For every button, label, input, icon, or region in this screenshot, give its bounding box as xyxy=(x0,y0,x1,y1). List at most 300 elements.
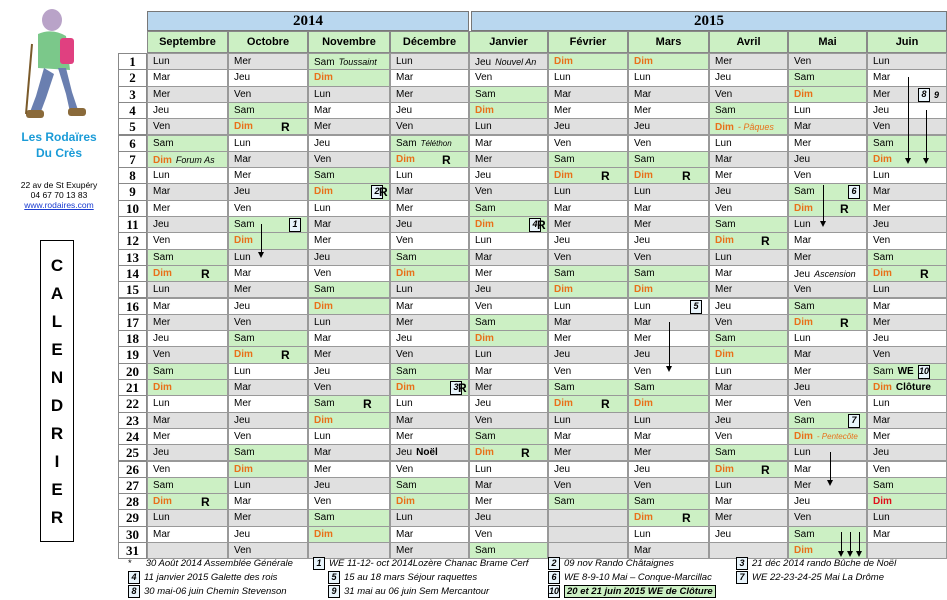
day-cell[interactable] xyxy=(867,330,947,347)
day-cell[interactable] xyxy=(709,102,788,119)
day-cell[interactable] xyxy=(147,509,228,526)
day-cell[interactable] xyxy=(709,232,788,249)
day-cell[interactable] xyxy=(709,509,788,526)
day-cell[interactable] xyxy=(390,298,469,315)
day-cell[interactable] xyxy=(228,118,308,135)
day-cell[interactable] xyxy=(469,232,548,249)
day-cell[interactable] xyxy=(628,395,709,412)
day-cell[interactable] xyxy=(308,151,390,168)
day-cell[interactable] xyxy=(709,281,788,298)
day-cell[interactable] xyxy=(308,298,390,315)
day-cell[interactable] xyxy=(628,428,709,445)
day-cell[interactable] xyxy=(147,330,228,347)
day-cell[interactable] xyxy=(548,363,628,380)
day-cell[interactable] xyxy=(548,249,628,266)
day-cell[interactable] xyxy=(147,265,228,282)
day-cell[interactable] xyxy=(228,395,308,412)
day-cell[interactable] xyxy=(867,363,947,380)
day-cell[interactable] xyxy=(228,249,308,266)
day-cell[interactable] xyxy=(390,118,469,135)
day-cell[interactable] xyxy=(308,330,390,347)
day-cell[interactable] xyxy=(867,249,947,266)
day-cell[interactable] xyxy=(228,428,308,445)
day-cell[interactable] xyxy=(709,346,788,363)
day-cell[interactable] xyxy=(788,428,867,445)
day-cell[interactable] xyxy=(628,461,709,478)
day-cell[interactable] xyxy=(228,232,308,249)
day-cell[interactable] xyxy=(147,118,228,135)
day-cell[interactable] xyxy=(228,183,308,200)
day-cell[interactable] xyxy=(548,200,628,217)
day-cell[interactable] xyxy=(788,200,867,217)
day-cell[interactable] xyxy=(709,461,788,478)
day-cell[interactable] xyxy=(390,265,469,282)
day-cell[interactable] xyxy=(228,363,308,380)
day-cell[interactable] xyxy=(308,363,390,380)
day-cell[interactable] xyxy=(788,444,867,461)
day-cell[interactable] xyxy=(709,118,788,135)
day-cell[interactable] xyxy=(308,232,390,249)
day-cell[interactable] xyxy=(628,118,709,135)
day-cell[interactable] xyxy=(469,526,548,543)
day-cell[interactable] xyxy=(548,135,628,152)
day-cell[interactable] xyxy=(147,526,228,543)
day-cell[interactable] xyxy=(390,183,469,200)
day-cell[interactable] xyxy=(788,330,867,347)
day-cell[interactable] xyxy=(628,69,709,86)
day-cell[interactable] xyxy=(390,69,469,86)
day-cell[interactable] xyxy=(788,53,867,70)
day-cell[interactable] xyxy=(390,151,469,168)
day-cell[interactable] xyxy=(308,265,390,282)
day-cell[interactable] xyxy=(788,167,867,184)
day-cell[interactable] xyxy=(390,314,469,331)
day-cell[interactable] xyxy=(548,232,628,249)
day-cell[interactable] xyxy=(709,444,788,461)
day-cell[interactable] xyxy=(469,346,548,363)
day-cell[interactable] xyxy=(228,461,308,478)
day-cell[interactable] xyxy=(390,395,469,412)
day-cell[interactable] xyxy=(147,346,228,363)
day-cell[interactable] xyxy=(390,249,469,266)
day-cell[interactable] xyxy=(788,493,867,510)
day-cell[interactable] xyxy=(469,395,548,412)
day-cell[interactable] xyxy=(308,444,390,461)
day-cell[interactable] xyxy=(469,298,548,315)
day-cell[interactable] xyxy=(308,102,390,119)
day-cell[interactable] xyxy=(228,53,308,70)
day-cell[interactable] xyxy=(709,167,788,184)
day-cell[interactable] xyxy=(147,69,228,86)
day-cell[interactable] xyxy=(709,265,788,282)
day-cell[interactable] xyxy=(548,379,628,396)
day-cell[interactable] xyxy=(469,86,548,103)
day-cell[interactable] xyxy=(788,346,867,363)
day-cell[interactable] xyxy=(867,379,947,396)
day-cell[interactable] xyxy=(308,69,390,86)
day-cell[interactable] xyxy=(548,461,628,478)
day-cell[interactable] xyxy=(788,363,867,380)
day-cell[interactable] xyxy=(147,461,228,478)
day-cell[interactable] xyxy=(788,395,867,412)
day-cell[interactable] xyxy=(469,509,548,526)
day-cell[interactable] xyxy=(628,200,709,217)
day-cell[interactable] xyxy=(548,118,628,135)
day-cell[interactable] xyxy=(548,330,628,347)
day-cell[interactable] xyxy=(628,183,709,200)
day-cell[interactable] xyxy=(628,135,709,152)
day-cell[interactable] xyxy=(548,412,628,429)
day-cell[interactable] xyxy=(308,526,390,543)
day-cell[interactable] xyxy=(469,412,548,429)
day-cell[interactable] xyxy=(867,69,947,86)
day-cell[interactable] xyxy=(628,477,709,494)
day-cell[interactable] xyxy=(390,200,469,217)
day-cell[interactable] xyxy=(147,477,228,494)
day-cell[interactable] xyxy=(308,281,390,298)
day-cell[interactable] xyxy=(788,183,867,200)
day-cell[interactable] xyxy=(228,69,308,86)
day-cell[interactable] xyxy=(867,53,947,70)
day-cell[interactable] xyxy=(709,86,788,103)
day-cell[interactable] xyxy=(788,281,867,298)
day-cell[interactable] xyxy=(147,86,228,103)
day-cell[interactable] xyxy=(308,135,390,152)
day-cell[interactable] xyxy=(709,477,788,494)
day-cell[interactable] xyxy=(228,444,308,461)
day-cell[interactable] xyxy=(308,86,390,103)
day-cell[interactable] xyxy=(469,167,548,184)
day-cell[interactable] xyxy=(709,379,788,396)
day-cell[interactable] xyxy=(228,330,308,347)
day-cell[interactable] xyxy=(469,444,548,461)
day-cell[interactable] xyxy=(308,183,390,200)
day-cell[interactable] xyxy=(228,135,308,152)
day-cell[interactable] xyxy=(228,379,308,396)
day-cell[interactable] xyxy=(390,412,469,429)
day-cell[interactable] xyxy=(469,330,548,347)
day-cell[interactable] xyxy=(228,298,308,315)
day-cell[interactable] xyxy=(390,363,469,380)
day-cell[interactable] xyxy=(867,493,947,510)
day-cell[interactable] xyxy=(228,167,308,184)
day-cell[interactable] xyxy=(228,509,308,526)
day-cell[interactable] xyxy=(390,232,469,249)
day-cell[interactable] xyxy=(867,461,947,478)
day-cell[interactable] xyxy=(628,281,709,298)
day-cell[interactable] xyxy=(147,216,228,233)
day-cell[interactable] xyxy=(628,151,709,168)
day-cell[interactable] xyxy=(228,265,308,282)
day-cell[interactable] xyxy=(308,249,390,266)
day-cell[interactable] xyxy=(628,265,709,282)
day-cell[interactable] xyxy=(628,509,709,526)
day-cell[interactable] xyxy=(147,298,228,315)
day-cell[interactable] xyxy=(788,135,867,152)
weekday-label: Sam xyxy=(396,251,417,263)
day-cell[interactable] xyxy=(469,53,548,70)
day-cell[interactable] xyxy=(548,216,628,233)
day-cell[interactable] xyxy=(709,151,788,168)
day-cell[interactable] xyxy=(390,53,469,70)
day-cell[interactable] xyxy=(788,102,867,119)
day-cell[interactable] xyxy=(469,477,548,494)
day-cell[interactable] xyxy=(308,477,390,494)
day-cell[interactable] xyxy=(469,363,548,380)
day-cell[interactable] xyxy=(147,249,228,266)
day-cell[interactable] xyxy=(867,200,947,217)
day-cell[interactable] xyxy=(308,200,390,217)
day-cell[interactable] xyxy=(867,509,947,526)
day-cell[interactable] xyxy=(390,135,469,152)
day-cell[interactable] xyxy=(628,493,709,510)
day-cell[interactable] xyxy=(548,477,628,494)
day-cell[interactable] xyxy=(548,395,628,412)
day-cell[interactable] xyxy=(548,493,628,510)
day-cell[interactable] xyxy=(709,183,788,200)
day-cell[interactable] xyxy=(469,69,548,86)
day-cell[interactable] xyxy=(390,428,469,445)
day-cell[interactable] xyxy=(228,477,308,494)
day-cell[interactable] xyxy=(390,216,469,233)
day-cell[interactable] xyxy=(548,444,628,461)
day-cell[interactable] xyxy=(469,118,548,135)
day-cell[interactable] xyxy=(228,86,308,103)
day-cell[interactable] xyxy=(147,183,228,200)
day-cell[interactable] xyxy=(390,86,469,103)
day-cell[interactable] xyxy=(308,167,390,184)
day-cell[interactable] xyxy=(548,298,628,315)
day-cell[interactable] xyxy=(548,509,628,526)
day-cell[interactable] xyxy=(147,200,228,217)
day-cell[interactable] xyxy=(308,346,390,363)
day-cell[interactable] xyxy=(788,379,867,396)
day-cell[interactable] xyxy=(548,281,628,298)
day-cell[interactable] xyxy=(390,493,469,510)
day-cell[interactable] xyxy=(228,346,308,363)
day-cell[interactable] xyxy=(390,346,469,363)
day-cell[interactable] xyxy=(308,461,390,478)
day-cell[interactable] xyxy=(147,232,228,249)
day-cell[interactable] xyxy=(390,526,469,543)
day-cell[interactable] xyxy=(469,428,548,445)
day-cell[interactable] xyxy=(709,330,788,347)
day-cell[interactable] xyxy=(867,346,947,363)
day-cell[interactable] xyxy=(867,428,947,445)
day-cell[interactable] xyxy=(390,167,469,184)
day-cell[interactable] xyxy=(469,216,548,233)
day-cell[interactable] xyxy=(788,151,867,168)
day-cell[interactable] xyxy=(709,428,788,445)
day-cell[interactable] xyxy=(867,298,947,315)
day-cell[interactable] xyxy=(147,428,228,445)
day-cell[interactable] xyxy=(628,102,709,119)
day-cell[interactable] xyxy=(469,461,548,478)
day-cell[interactable] xyxy=(628,379,709,396)
weekday-label: Ven xyxy=(153,121,171,133)
day-cell[interactable] xyxy=(469,281,548,298)
day-cell[interactable] xyxy=(709,314,788,331)
day-cell[interactable] xyxy=(628,53,709,70)
day-cell[interactable] xyxy=(390,330,469,347)
day-cell[interactable] xyxy=(709,216,788,233)
day-cell[interactable] xyxy=(147,167,228,184)
day-cell[interactable] xyxy=(867,265,947,282)
day-cell[interactable] xyxy=(628,232,709,249)
day-cell[interactable] xyxy=(228,102,308,119)
day-cell[interactable] xyxy=(228,526,308,543)
day-cell[interactable] xyxy=(308,379,390,396)
day-cell[interactable] xyxy=(788,412,867,429)
day-cell[interactable] xyxy=(628,249,709,266)
day-cell[interactable] xyxy=(308,412,390,429)
day-cell[interactable] xyxy=(469,183,548,200)
day-cell[interactable] xyxy=(709,412,788,429)
day-cell[interactable] xyxy=(469,200,548,217)
day-cell[interactable] xyxy=(469,102,548,119)
day-cell[interactable] xyxy=(628,526,709,543)
day-cell[interactable] xyxy=(308,216,390,233)
day-cell[interactable] xyxy=(548,526,628,543)
day-cell[interactable] xyxy=(390,102,469,119)
day-cell[interactable] xyxy=(867,216,947,233)
day-cell[interactable] xyxy=(867,183,947,200)
day-cell[interactable] xyxy=(308,53,390,70)
day-cell[interactable] xyxy=(867,118,947,135)
day-cell[interactable] xyxy=(390,281,469,298)
day-cell[interactable] xyxy=(390,461,469,478)
day-cell[interactable] xyxy=(548,428,628,445)
day-cell[interactable] xyxy=(548,346,628,363)
club-website-link[interactable]: www.rodaires.com xyxy=(24,200,94,210)
day-cell[interactable] xyxy=(469,249,548,266)
day-cell[interactable] xyxy=(709,395,788,412)
day-cell[interactable] xyxy=(147,53,228,70)
day-cell[interactable] xyxy=(788,461,867,478)
day-cell[interactable] xyxy=(867,86,947,103)
day-cell[interactable] xyxy=(469,151,548,168)
day-cell[interactable] xyxy=(709,53,788,70)
day-cell[interactable] xyxy=(147,379,228,396)
day-cell[interactable] xyxy=(147,151,228,168)
day-cell[interactable] xyxy=(867,102,947,119)
day-cell[interactable] xyxy=(709,363,788,380)
day-cell[interactable] xyxy=(228,281,308,298)
day-cell[interactable] xyxy=(867,444,947,461)
day-cell[interactable] xyxy=(788,249,867,266)
day-cell[interactable] xyxy=(308,118,390,135)
day-cell[interactable] xyxy=(147,395,228,412)
day-cell[interactable] xyxy=(469,135,548,152)
day-cell[interactable] xyxy=(709,69,788,86)
day-cell[interactable] xyxy=(709,249,788,266)
weekday-label: Sam xyxy=(715,104,736,116)
day-cell[interactable] xyxy=(628,444,709,461)
day-cell[interactable] xyxy=(228,493,308,510)
day-cell[interactable] xyxy=(788,509,867,526)
day-cell[interactable] xyxy=(867,314,947,331)
day-cell[interactable] xyxy=(228,200,308,217)
day-cell[interactable] xyxy=(709,200,788,217)
day-cell[interactable] xyxy=(788,86,867,103)
day-cell[interactable] xyxy=(867,167,947,184)
day-cell[interactable] xyxy=(308,428,390,445)
day-cell[interactable] xyxy=(147,493,228,510)
day-cell[interactable] xyxy=(390,509,469,526)
day-cell[interactable] xyxy=(390,379,469,396)
day-cell[interactable] xyxy=(548,53,628,70)
day-cell[interactable] xyxy=(788,69,867,86)
day-cell[interactable] xyxy=(628,216,709,233)
day-cell[interactable] xyxy=(548,69,628,86)
day-cell[interactable] xyxy=(788,314,867,331)
day-cell[interactable] xyxy=(308,395,390,412)
day-cell[interactable] xyxy=(469,265,548,282)
day-cell[interactable] xyxy=(709,526,788,543)
day-cell[interactable] xyxy=(628,86,709,103)
day-cell[interactable] xyxy=(867,526,947,543)
day-cell[interactable] xyxy=(867,232,947,249)
day-cell[interactable] xyxy=(548,314,628,331)
day-cell[interactable] xyxy=(228,412,308,429)
day-cell[interactable] xyxy=(548,265,628,282)
day-cell[interactable] xyxy=(788,216,867,233)
day-cell[interactable] xyxy=(867,281,947,298)
day-cell[interactable] xyxy=(390,477,469,494)
day-cell[interactable] xyxy=(548,167,628,184)
day-cell[interactable] xyxy=(147,363,228,380)
day-cell[interactable] xyxy=(147,412,228,429)
day-cell[interactable] xyxy=(147,102,228,119)
day-cell[interactable] xyxy=(469,379,548,396)
day-cell[interactable] xyxy=(390,444,469,461)
day-cell[interactable] xyxy=(147,444,228,461)
day-cell[interactable] xyxy=(788,118,867,135)
day-cell[interactable] xyxy=(867,395,947,412)
day-annotation: Forum As xyxy=(175,154,215,165)
day-cell[interactable] xyxy=(628,412,709,429)
day-cell[interactable] xyxy=(228,151,308,168)
day-cell[interactable] xyxy=(308,509,390,526)
day-cell[interactable] xyxy=(228,216,308,233)
day-cell[interactable] xyxy=(469,493,548,510)
day-cell[interactable] xyxy=(147,281,228,298)
day-cell[interactable] xyxy=(308,314,390,331)
day-cell[interactable] xyxy=(147,314,228,331)
day-cell[interactable] xyxy=(308,493,390,510)
day-cell[interactable] xyxy=(228,314,308,331)
day-cell[interactable] xyxy=(548,102,628,119)
day-cell[interactable] xyxy=(709,298,788,315)
day-cell[interactable] xyxy=(548,183,628,200)
day-cell[interactable] xyxy=(548,86,628,103)
day-cell[interactable] xyxy=(469,314,548,331)
day-cell[interactable] xyxy=(788,526,867,543)
day-cell[interactable] xyxy=(867,135,947,152)
day-cell[interactable] xyxy=(548,151,628,168)
day-cell[interactable] xyxy=(628,167,709,184)
day-cell[interactable] xyxy=(788,265,867,282)
legend-item xyxy=(328,571,477,584)
day-cell[interactable] xyxy=(709,135,788,152)
day-cell[interactable] xyxy=(867,412,947,429)
day-cell[interactable] xyxy=(867,477,947,494)
day-cell[interactable] xyxy=(788,298,867,315)
day-cell[interactable] xyxy=(628,298,709,315)
day-cell[interactable] xyxy=(709,493,788,510)
day-cell[interactable] xyxy=(147,135,228,152)
day-cell[interactable] xyxy=(788,232,867,249)
